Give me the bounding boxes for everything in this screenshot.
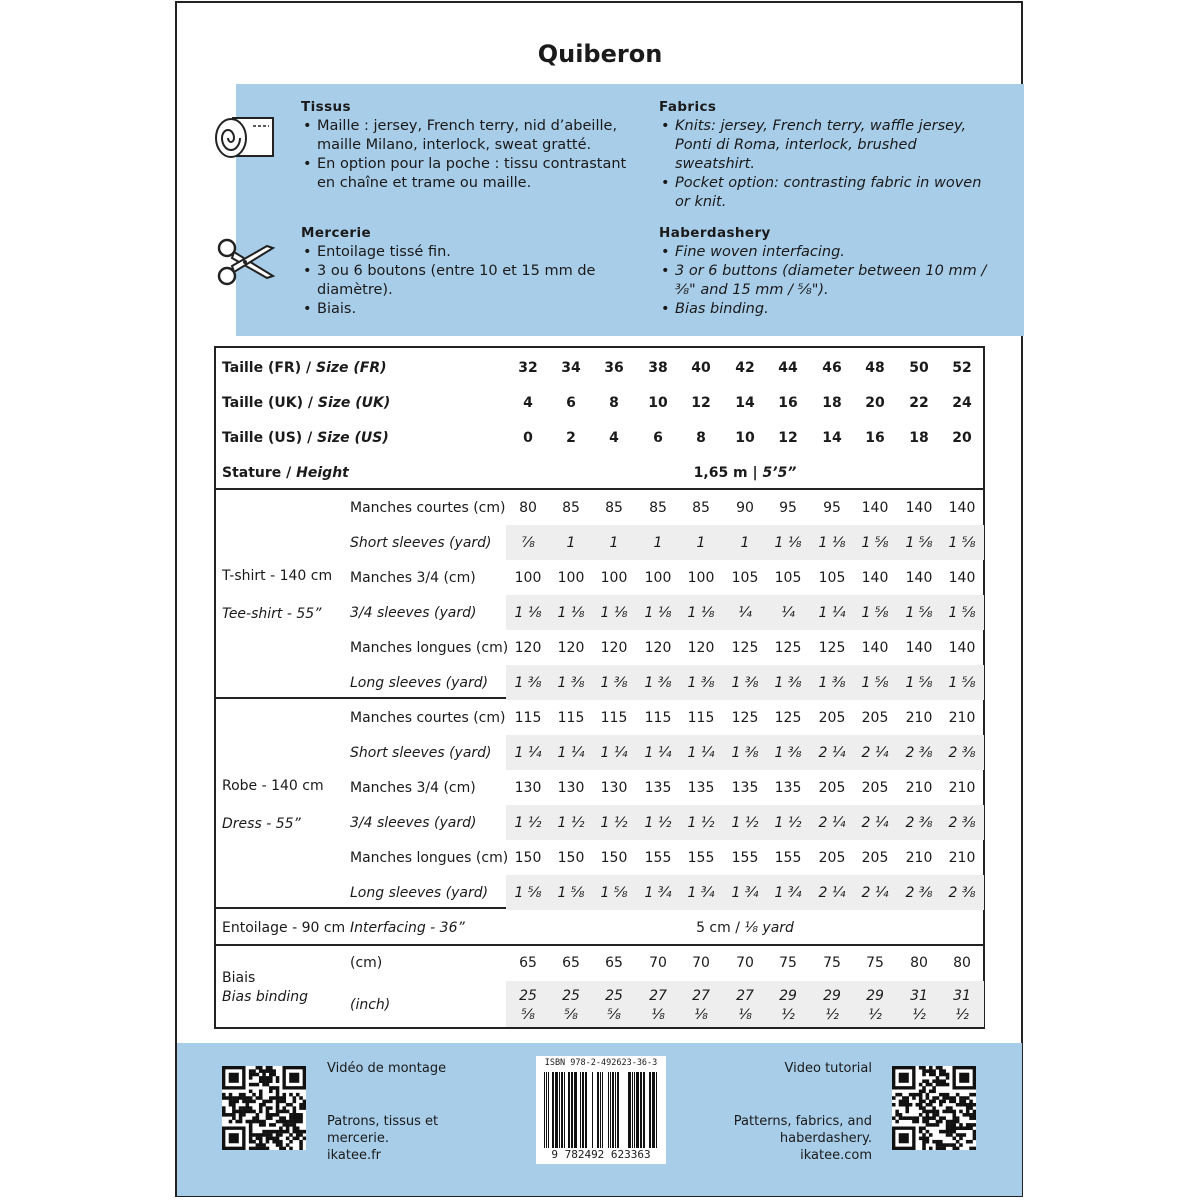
interfacing-label-en: Interfacing - 36” <box>350 920 465 936</box>
yardage-value: 125 <box>774 640 802 656</box>
bias-inch-whole: 31 <box>953 988 971 1004</box>
yardage-value: 205 <box>818 710 846 726</box>
yardage-value: 1 ½ <box>644 815 672 831</box>
yardage-value: 1 ⅛ <box>687 605 715 621</box>
yardage-value: 95 <box>823 500 841 516</box>
bias-inch-fraction: ½ <box>955 1007 969 1023</box>
row-label: 3/4 sleeves (yard) <box>350 815 477 831</box>
yardage-value: 1 <box>609 535 619 551</box>
shop-text-line: mercerie. <box>327 1131 389 1146</box>
interfacing-label-fr: Entoilage - 90 cm <box>222 920 346 936</box>
yardage-value: 1 ⅝ <box>948 675 976 691</box>
yardage-value: 1 <box>696 535 706 551</box>
bias-inch-fraction: ½ <box>868 1007 882 1023</box>
yardage-value: 1 ⅜ <box>818 675 846 691</box>
yardage-value: 115 <box>514 710 542 726</box>
bias-cm-value: 65 <box>519 955 537 971</box>
yardage-value: 2 ⅜ <box>905 815 933 831</box>
row-label: Manches longues (cm) <box>350 640 509 656</box>
yardage-value: 120 <box>514 640 542 656</box>
yardage-value: 1 ⅝ <box>557 885 585 901</box>
size-value: 4 <box>523 395 533 411</box>
yardage-value: 125 <box>818 640 846 656</box>
yardage-value: 120 <box>687 640 715 656</box>
size-value: 36 <box>604 360 624 376</box>
yardage-value: 115 <box>644 710 672 726</box>
label-separator: / <box>302 395 318 411</box>
yardage-value: 130 <box>514 780 542 796</box>
size-label-en: Size (US) <box>317 430 389 446</box>
yardage-value: 2 ⅜ <box>905 745 933 761</box>
size-value: 48 <box>865 360 885 376</box>
yardage-value: 1 ⅝ <box>948 535 976 551</box>
size-value: 20 <box>865 395 885 411</box>
yardage-value: 210 <box>905 850 933 866</box>
size-label-en: Size (FR) <box>315 360 387 376</box>
bias-inch-whole: 25 <box>562 988 580 1004</box>
row-label: Long sleeves (yard) <box>350 675 489 691</box>
haberdashery-fr-heading: Mercerie <box>301 225 372 241</box>
yardage-value: 120 <box>600 640 628 656</box>
yardage-value: 1 ⅛ <box>557 605 585 621</box>
yardage-value: 100 <box>514 570 542 586</box>
yardage-value: 1 ¼ <box>818 605 846 621</box>
size-row-label <box>222 395 390 411</box>
yardage-value: 1 ⅝ <box>514 885 542 901</box>
table-divider <box>214 944 985 946</box>
yardage-value: 85 <box>649 500 667 516</box>
yardage-value: 105 <box>818 570 846 586</box>
video-link-fr[interactable]: Vidéo de montage <box>327 1061 447 1076</box>
stature-label <box>222 465 349 481</box>
yardage-value: 115 <box>557 710 585 726</box>
size-value: 18 <box>822 395 842 411</box>
yardage-value: 210 <box>948 710 976 726</box>
yardage-value: 140 <box>948 570 976 586</box>
bias-cm-value: 65 <box>562 955 580 971</box>
stature-metric: 1,65 m | <box>693 465 763 481</box>
size-label-fr: Taille (FR) <box>222 360 302 376</box>
size-value: 8 <box>609 395 619 411</box>
yardage-value: 150 <box>557 850 585 866</box>
yardage-value: 85 <box>605 500 623 516</box>
yardage-value: 1 ½ <box>557 815 585 831</box>
yardage-value: 90 <box>736 500 754 516</box>
bias-inch-whole: 27 <box>736 988 754 1004</box>
yardage-value: 140 <box>861 640 889 656</box>
group-label-en: Tee-shirt - 55” <box>222 606 322 622</box>
row-label: Manches courtes (cm) <box>350 710 506 726</box>
bias-cm-value: 75 <box>866 955 884 971</box>
yardage-value: 1 ½ <box>514 815 542 831</box>
site-link-fr[interactable]: ikatee.fr <box>327 1148 382 1163</box>
yardage-value: 1 ⅛ <box>644 605 672 621</box>
yardage-value: 135 <box>687 780 715 796</box>
haberdashery-en-list <box>659 243 989 319</box>
yardage-value: 1 ¼ <box>514 745 542 761</box>
table-divider <box>214 488 985 490</box>
yardage-value: 2 ⅜ <box>948 885 976 901</box>
yardage-value: ¼ <box>738 605 752 621</box>
yardage-value: 2 ¼ <box>818 745 846 761</box>
list-item: • Knits: jersey, French terry, waffle jersey, Ponti di Roma, interlock, brushed sweatshirt. <box>659 117 989 174</box>
yardage-value: 2 ⅜ <box>948 745 976 761</box>
row-label: Long sleeves (yard) <box>350 885 489 901</box>
bias-cm-value: 70 <box>649 955 667 971</box>
size-label-fr: Taille (US) <box>222 430 303 446</box>
yardage-value: 205 <box>861 780 889 796</box>
yardage-value: 100 <box>557 570 585 586</box>
haberdashery-fr-list <box>301 243 641 319</box>
list-item: • Fine woven interfacing. <box>659 243 989 262</box>
list-item: • Pocket option: contrasting fabric in woven or knit. <box>659 174 989 212</box>
yardage-value: 2 ¼ <box>861 815 889 831</box>
yardage-value: 1 <box>653 535 663 551</box>
size-value: 12 <box>778 430 798 446</box>
size-value: 22 <box>909 395 929 411</box>
size-value: 38 <box>648 360 668 376</box>
stature-value <box>506 465 984 481</box>
yardage-value: 100 <box>600 570 628 586</box>
bias-inch-fraction: ⅛ <box>694 1007 708 1023</box>
yardage-value: 1 ⅝ <box>861 675 889 691</box>
yardage-value: 210 <box>948 780 976 796</box>
site-link-en[interactable]: ikatee.com <box>800 1148 872 1163</box>
size-value: 52 <box>952 360 972 376</box>
yardage-value: 95 <box>779 500 797 516</box>
size-value: 16 <box>778 395 798 411</box>
yardage-value: 205 <box>861 850 889 866</box>
yardage-value: 150 <box>600 850 628 866</box>
yardage-value: 85 <box>692 500 710 516</box>
video-link-en[interactable]: Video tutorial <box>784 1061 872 1076</box>
bias-inch-whole: 29 <box>866 988 884 1004</box>
size-value: 42 <box>735 360 755 376</box>
bias-inch-whole: 29 <box>823 988 841 1004</box>
size-value: 34 <box>561 360 581 376</box>
bias-cm-value: 75 <box>779 955 797 971</box>
yardage-value: 205 <box>818 780 846 796</box>
size-value: 24 <box>952 395 972 411</box>
yardage-value: 130 <box>600 780 628 796</box>
yardage-value: 205 <box>861 710 889 726</box>
size-row-label <box>222 360 387 376</box>
row-label: Short sleeves (yard) <box>350 535 492 551</box>
interfacing-imperial: ⅛ yard <box>744 920 794 936</box>
yardage-value: 1 ⅝ <box>905 535 933 551</box>
yardage-value: 140 <box>905 500 933 516</box>
yardage-value: ¼ <box>781 605 795 621</box>
yardage-value: 1 ¾ <box>644 885 672 901</box>
yardage-value: 1 ¼ <box>644 745 672 761</box>
yardage-value: 135 <box>644 780 672 796</box>
yardage-value: 115 <box>600 710 628 726</box>
list-item: • En option pour la poche : tissu contrastant en chaîne et trame ou maille. <box>301 155 633 193</box>
scissors-icon <box>215 236 277 288</box>
yardage-value: 2 ¼ <box>861 885 889 901</box>
yardage-value: 1 ⅜ <box>774 745 802 761</box>
yardage-value: 2 ¼ <box>818 885 846 901</box>
yardage-value: 1 ⅜ <box>600 675 628 691</box>
stature-label-fr: Stature <box>222 465 282 481</box>
list-item: • 3 or 6 buttons (diameter between 10 mm / ⅜" and 15 mm / ⅝"). <box>659 262 989 300</box>
yardage-value: 205 <box>818 850 846 866</box>
yardage-value: 1 ½ <box>774 815 802 831</box>
yardage-value: 1 ½ <box>687 815 715 831</box>
stature-imperial: 5’5” <box>762 465 797 481</box>
bias-inch-fraction: ½ <box>825 1007 839 1023</box>
yardage-value: 130 <box>557 780 585 796</box>
yardage-value: 1 ⅝ <box>861 535 889 551</box>
qr-code-icon[interactable] <box>222 1066 306 1150</box>
bias-inch-fraction: ½ <box>912 1007 926 1023</box>
size-value: 0 <box>523 430 533 446</box>
row-label: Manches 3/4 (cm) <box>350 780 476 796</box>
bias-cm-value: 75 <box>823 955 841 971</box>
yardage-value: 2 ¼ <box>818 815 846 831</box>
yardage-value: 155 <box>644 850 672 866</box>
yardage-value: 1 ¼ <box>687 745 715 761</box>
yardage-value: 140 <box>861 500 889 516</box>
size-value: 20 <box>952 430 972 446</box>
yardage-value: 140 <box>948 500 976 516</box>
size-value: 50 <box>909 360 929 376</box>
list-item: • 3 ou 6 boutons (entre 10 et 15 mm de diamètre). <box>301 262 641 300</box>
yardage-value: 105 <box>774 570 802 586</box>
yardage-value: 1 ¼ <box>557 745 585 761</box>
fabric-roll-icon <box>213 108 277 160</box>
row-label: Manches 3/4 (cm) <box>350 570 476 586</box>
size-value: 32 <box>518 360 538 376</box>
barcode-icon <box>536 1056 666 1164</box>
label-separator: / <box>302 430 318 446</box>
yardage-value: 150 <box>514 850 542 866</box>
fabrics-fr-list <box>301 117 633 193</box>
size-value: 44 <box>778 360 798 376</box>
size-value: 16 <box>865 430 885 446</box>
yardage-value: 140 <box>948 640 976 656</box>
fabrics-en-heading: Fabrics <box>659 99 717 115</box>
yardage-value: 125 <box>774 710 802 726</box>
barcode-number: 9 782492 623363 <box>551 1148 651 1161</box>
group-label-fr: Robe - 140 cm <box>222 778 324 794</box>
shop-text-fr <box>327 1113 438 1164</box>
bias-inch-whole: 31 <box>910 988 928 1004</box>
yardage-value: 1 ⅜ <box>731 745 759 761</box>
list-item: • Maille : jersey, French terry, nid d’abeille, maille Milano, interlock, sweat gratté. <box>301 117 633 155</box>
size-value: 14 <box>822 430 842 446</box>
bias-inch-whole: 25 <box>519 988 537 1004</box>
shop-text-line: haberdashery. <box>779 1131 872 1146</box>
bias-inch-whole: 27 <box>692 988 710 1004</box>
label-separator: / <box>301 360 316 376</box>
size-value: 18 <box>909 430 929 446</box>
yardage-value: 210 <box>905 780 933 796</box>
bias-inch-whole: 27 <box>649 988 667 1004</box>
yardage-value: 125 <box>731 710 759 726</box>
yardage-value: 1 <box>566 535 576 551</box>
yardage-value: 115 <box>687 710 715 726</box>
yardage-value: 210 <box>905 710 933 726</box>
shop-text-en <box>730 1113 872 1164</box>
yardage-value: 120 <box>644 640 672 656</box>
yardage-value: 125 <box>731 640 759 656</box>
yardage-value: 1 ⅝ <box>905 675 933 691</box>
size-label-en: Size (UK) <box>317 395 391 411</box>
yardage-value: 1 ⅛ <box>818 535 846 551</box>
yardage-value: 1 ⅝ <box>600 885 628 901</box>
yardage-value: 2 ⅜ <box>948 815 976 831</box>
bias-inch-fraction: ⅝ <box>607 1007 621 1023</box>
yardage-value: 210 <box>948 850 976 866</box>
yardage-value: 85 <box>562 500 580 516</box>
interfacing-value <box>506 920 984 936</box>
bias-cm-value: 70 <box>736 955 754 971</box>
yardage-value: 1 ⅜ <box>687 675 715 691</box>
size-label-fr: Taille (UK) <box>222 395 303 411</box>
yardage-value: 1 ½ <box>731 815 759 831</box>
yardage-value: 2 ¼ <box>861 745 889 761</box>
yardage-value: 1 <box>740 535 750 551</box>
yardage-value: 1 ⅝ <box>861 605 889 621</box>
yardage-value: 120 <box>557 640 585 656</box>
yardage-value: 1 ⅜ <box>557 675 585 691</box>
fabrics-en-list <box>659 117 989 212</box>
group-label-en: Dress - 55” <box>222 816 301 832</box>
yardage-value: 140 <box>905 640 933 656</box>
size-value: 6 <box>566 395 576 411</box>
isbn-text: ISBN 978-2-492623-36-3 <box>544 1058 658 1068</box>
yardage-value: 1 ¾ <box>731 885 759 901</box>
yardage-value: 1 ⅝ <box>948 605 976 621</box>
yardage-value: 80 <box>519 500 537 516</box>
size-value: 14 <box>735 395 755 411</box>
size-value: 10 <box>735 430 755 446</box>
yardage-value: 2 ⅜ <box>905 885 933 901</box>
bias-inch-fraction: ⅛ <box>738 1007 752 1023</box>
yardage-value: 1 ½ <box>600 815 628 831</box>
yardage-value: 1 ⅛ <box>514 605 542 621</box>
yardage-value: 135 <box>731 780 759 796</box>
label-separator: / <box>281 465 297 481</box>
bias-inch-label: (inch) <box>350 997 391 1013</box>
yardage-value: 140 <box>861 570 889 586</box>
size-row-label <box>222 430 389 446</box>
size-value: 8 <box>696 430 706 446</box>
list-item: • Biais. <box>301 300 641 319</box>
haberdashery-en-heading: Haberdashery <box>659 225 771 241</box>
yardage-value: 1 ⅛ <box>774 535 802 551</box>
yardage-value: 1 ⅜ <box>731 675 759 691</box>
shop-text-line: Patrons, tissus et <box>327 1114 439 1129</box>
bias-inch-fraction: ⅝ <box>521 1007 535 1023</box>
stature-label-en: Height <box>296 465 349 481</box>
yardage-value: 1 ¾ <box>687 885 715 901</box>
bias-inch-fraction: ⅛ <box>651 1007 665 1023</box>
size-value: 10 <box>648 395 668 411</box>
yardage-value: 135 <box>774 780 802 796</box>
interfacing-metric: 5 cm / <box>696 920 745 936</box>
bias-cm-value: 70 <box>692 955 710 971</box>
yardage-value: 155 <box>731 850 759 866</box>
yardage-value: 155 <box>774 850 802 866</box>
bias-cm-value: 80 <box>910 955 928 971</box>
size-value: 6 <box>653 430 663 446</box>
yardage-value: 100 <box>687 570 715 586</box>
bias-inch-fraction: ½ <box>781 1007 795 1023</box>
row-label: Manches longues (cm) <box>350 850 509 866</box>
list-item: • Bias binding. <box>659 300 989 319</box>
yardage-value: 100 <box>644 570 672 586</box>
row-label: 3/4 sleeves (yard) <box>350 605 477 621</box>
qr-code-icon[interactable] <box>892 1066 976 1150</box>
bias-cm-value: 65 <box>605 955 623 971</box>
yardage-value: 105 <box>731 570 759 586</box>
size-value: 12 <box>691 395 711 411</box>
group-label-fr: T-shirt - 140 cm <box>222 568 333 584</box>
list-item: • Entoilage tissé fin. <box>301 243 641 262</box>
row-label: Manches courtes (cm) <box>350 500 506 516</box>
yardage-value: 1 ⅛ <box>600 605 628 621</box>
yardage-value: 1 ¾ <box>774 885 802 901</box>
yardage-value: 1 ⅝ <box>905 605 933 621</box>
yardage-value: 1 ⅜ <box>644 675 672 691</box>
bias-label-en: Bias binding <box>222 989 309 1005</box>
size-value: 40 <box>691 360 711 376</box>
bias-label-fr: Biais <box>222 970 256 986</box>
yardage-value: ⅞ <box>521 535 535 551</box>
size-value: 2 <box>566 430 576 446</box>
shop-text-line: Patterns, fabrics, and <box>733 1114 872 1129</box>
pattern-title: Quiberon <box>537 40 663 68</box>
fabrics-fr-heading: Tissus <box>301 99 351 115</box>
bias-inch-whole: 25 <box>605 988 623 1004</box>
size-value: 46 <box>822 360 842 376</box>
yardage-value: 1 ⅜ <box>514 675 542 691</box>
yardage-value: 1 ⅜ <box>774 675 802 691</box>
size-value: 4 <box>609 430 619 446</box>
bias-inch-fraction: ⅝ <box>564 1007 578 1023</box>
yardage-value: 140 <box>905 570 933 586</box>
yardage-value: 155 <box>687 850 715 866</box>
bias-inch-whole: 29 <box>779 988 797 1004</box>
row-label: Short sleeves (yard) <box>350 745 492 761</box>
yardage-value: 1 ¼ <box>600 745 628 761</box>
bias-cm-value: 80 <box>953 955 971 971</box>
bias-cm-label: (cm) <box>350 955 383 971</box>
